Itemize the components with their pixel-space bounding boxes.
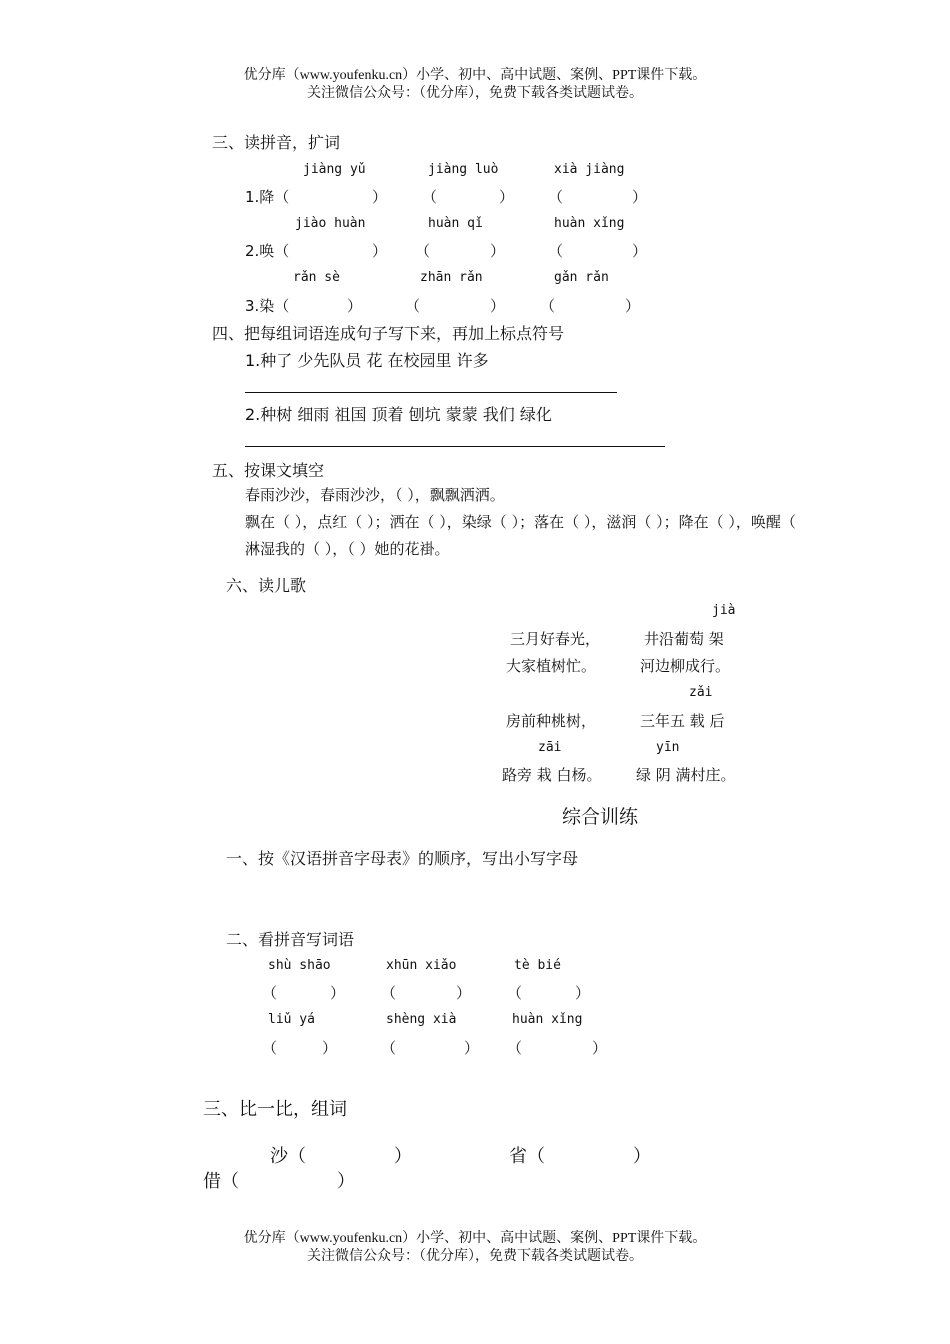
paren: ）	[337, 1171, 355, 1191]
paren: ）	[625, 297, 641, 315]
pinyin: jiàng luò	[428, 162, 499, 177]
row-label: 2.唤（	[245, 242, 290, 260]
paren: ）	[490, 297, 506, 315]
pinyin: xhūn xiǎo	[386, 958, 457, 973]
paren: ）	[372, 242, 388, 260]
paren: ）	[592, 1039, 608, 1057]
pinyin: huàn xǐng	[554, 216, 625, 231]
paren: （	[548, 188, 564, 206]
pinyin: huàn xǐng	[512, 1012, 583, 1027]
paren: ）	[322, 1039, 338, 1057]
section-heading: 综合训练	[562, 806, 639, 828]
footer-line-1: 优分库（www.youfenku.cn）小学、初中、高中试题、案例、PPT课件下载。	[243, 1231, 707, 1246]
paren: （	[262, 1039, 278, 1057]
word-group-2: 2.种树 细雨 祖国 顶着 刨坑 蒙蒙 我们 绿化	[245, 405, 552, 424]
row-label: 3.染（	[245, 297, 290, 315]
paren: （	[262, 984, 278, 1002]
poem-line: 井沿葡萄 架	[644, 630, 724, 648]
paren: （	[548, 242, 564, 260]
paren: ）	[330, 984, 346, 1002]
paren: （	[381, 1039, 397, 1057]
paren: ）	[464, 1039, 480, 1057]
pinyin: huàn qǐ	[428, 216, 483, 231]
pinyin: zāi	[538, 740, 562, 755]
paren: （	[381, 984, 397, 1002]
section-3-title: 三、读拼音，扩词	[212, 133, 341, 152]
word-group-1: 1.种了 少先队员 花 在校园里 许多	[245, 351, 489, 370]
pinyin: yīn	[656, 740, 680, 755]
pinyin: rǎn sè	[293, 270, 340, 285]
pinyin: zhān rǎn	[420, 270, 483, 285]
paren: ）	[633, 1146, 651, 1166]
fill-line-3: 淋湿我的（ ），（ ）她的花褂。	[245, 540, 450, 558]
paren: ）	[372, 188, 388, 206]
section-5-title: 五、按课文填空	[212, 461, 325, 480]
poem-line: 绿 阴 满村庄。	[636, 766, 736, 784]
paren: （	[507, 1039, 523, 1057]
pinyin: jiàng yǔ	[303, 162, 366, 177]
pinyin: liǔ yá	[268, 1012, 315, 1027]
section-4-title: 四、把每组词语连成句子写下来，再加上标点符号	[212, 324, 565, 343]
poem-line: 大家植树忙。	[506, 657, 597, 675]
paren: （	[422, 188, 438, 206]
pinyin: shù shāo	[268, 958, 331, 973]
fill-line-1: 春雨沙沙，春雨沙沙，（ ），飘飘洒洒。	[245, 486, 505, 504]
compare-word: 省（	[509, 1146, 545, 1166]
question-3: 三、比一比，组词	[203, 1099, 347, 1119]
fill-line-2: 飘在（ ），点红（ ）；洒在（ ），染绿（ ）；落在（ ），滋润（ ）；降在（ ），唤醒（	[245, 513, 796, 531]
paren: （	[405, 297, 421, 315]
paren: （	[507, 984, 523, 1002]
section-6-title: 六、读儿歌	[226, 576, 307, 595]
header-line-2: 关注微信公众号：（优分库），免费下载各类试题试卷。	[307, 86, 643, 101]
paren: （	[540, 297, 556, 315]
footer-line-2: 关注微信公众号：（优分库），免费下载各类试题试卷。	[307, 1249, 643, 1264]
compare-word: 沙（	[270, 1146, 306, 1166]
pinyin: tè bié	[514, 958, 561, 973]
poem-line: 三月好春光，	[510, 630, 601, 648]
paren: ）	[499, 188, 515, 206]
paren: ）	[490, 242, 506, 260]
answer-line-1	[245, 392, 617, 393]
pinyin: jià	[712, 603, 736, 618]
pinyin: shèng xià	[386, 1012, 457, 1027]
pinyin: zǎi	[689, 685, 713, 700]
question-2: 二、看拼音写词语	[226, 930, 355, 949]
poem-line: 房前种桃树，	[506, 712, 597, 730]
poem-line: 河边柳成行。	[640, 657, 731, 675]
question-1: 一、按《汉语拼音字母表》的顺序，写出小写字母	[226, 849, 579, 868]
poem-line: 三年五 载 后	[640, 712, 725, 730]
paren: ）	[632, 242, 648, 260]
poem-line: 路旁 栽 白杨。	[502, 766, 602, 784]
pinyin: xià jiàng	[554, 162, 625, 177]
paren: ）	[632, 188, 648, 206]
pinyin: gǎn rǎn	[554, 270, 609, 285]
paren: ）	[456, 984, 472, 1002]
row-label: 1.降（	[245, 188, 290, 206]
paren: ）	[394, 1146, 412, 1166]
compare-word: 借（	[203, 1171, 239, 1191]
header-line-1: 优分库（www.youfenku.cn）小学、初中、高中试题、案例、PPT课件下载。	[243, 68, 707, 83]
paren: ）	[575, 984, 591, 1002]
paren: （	[415, 242, 431, 260]
answer-line-2	[245, 446, 665, 447]
pinyin: jiào huàn	[295, 216, 366, 231]
paren: ）	[347, 297, 363, 315]
